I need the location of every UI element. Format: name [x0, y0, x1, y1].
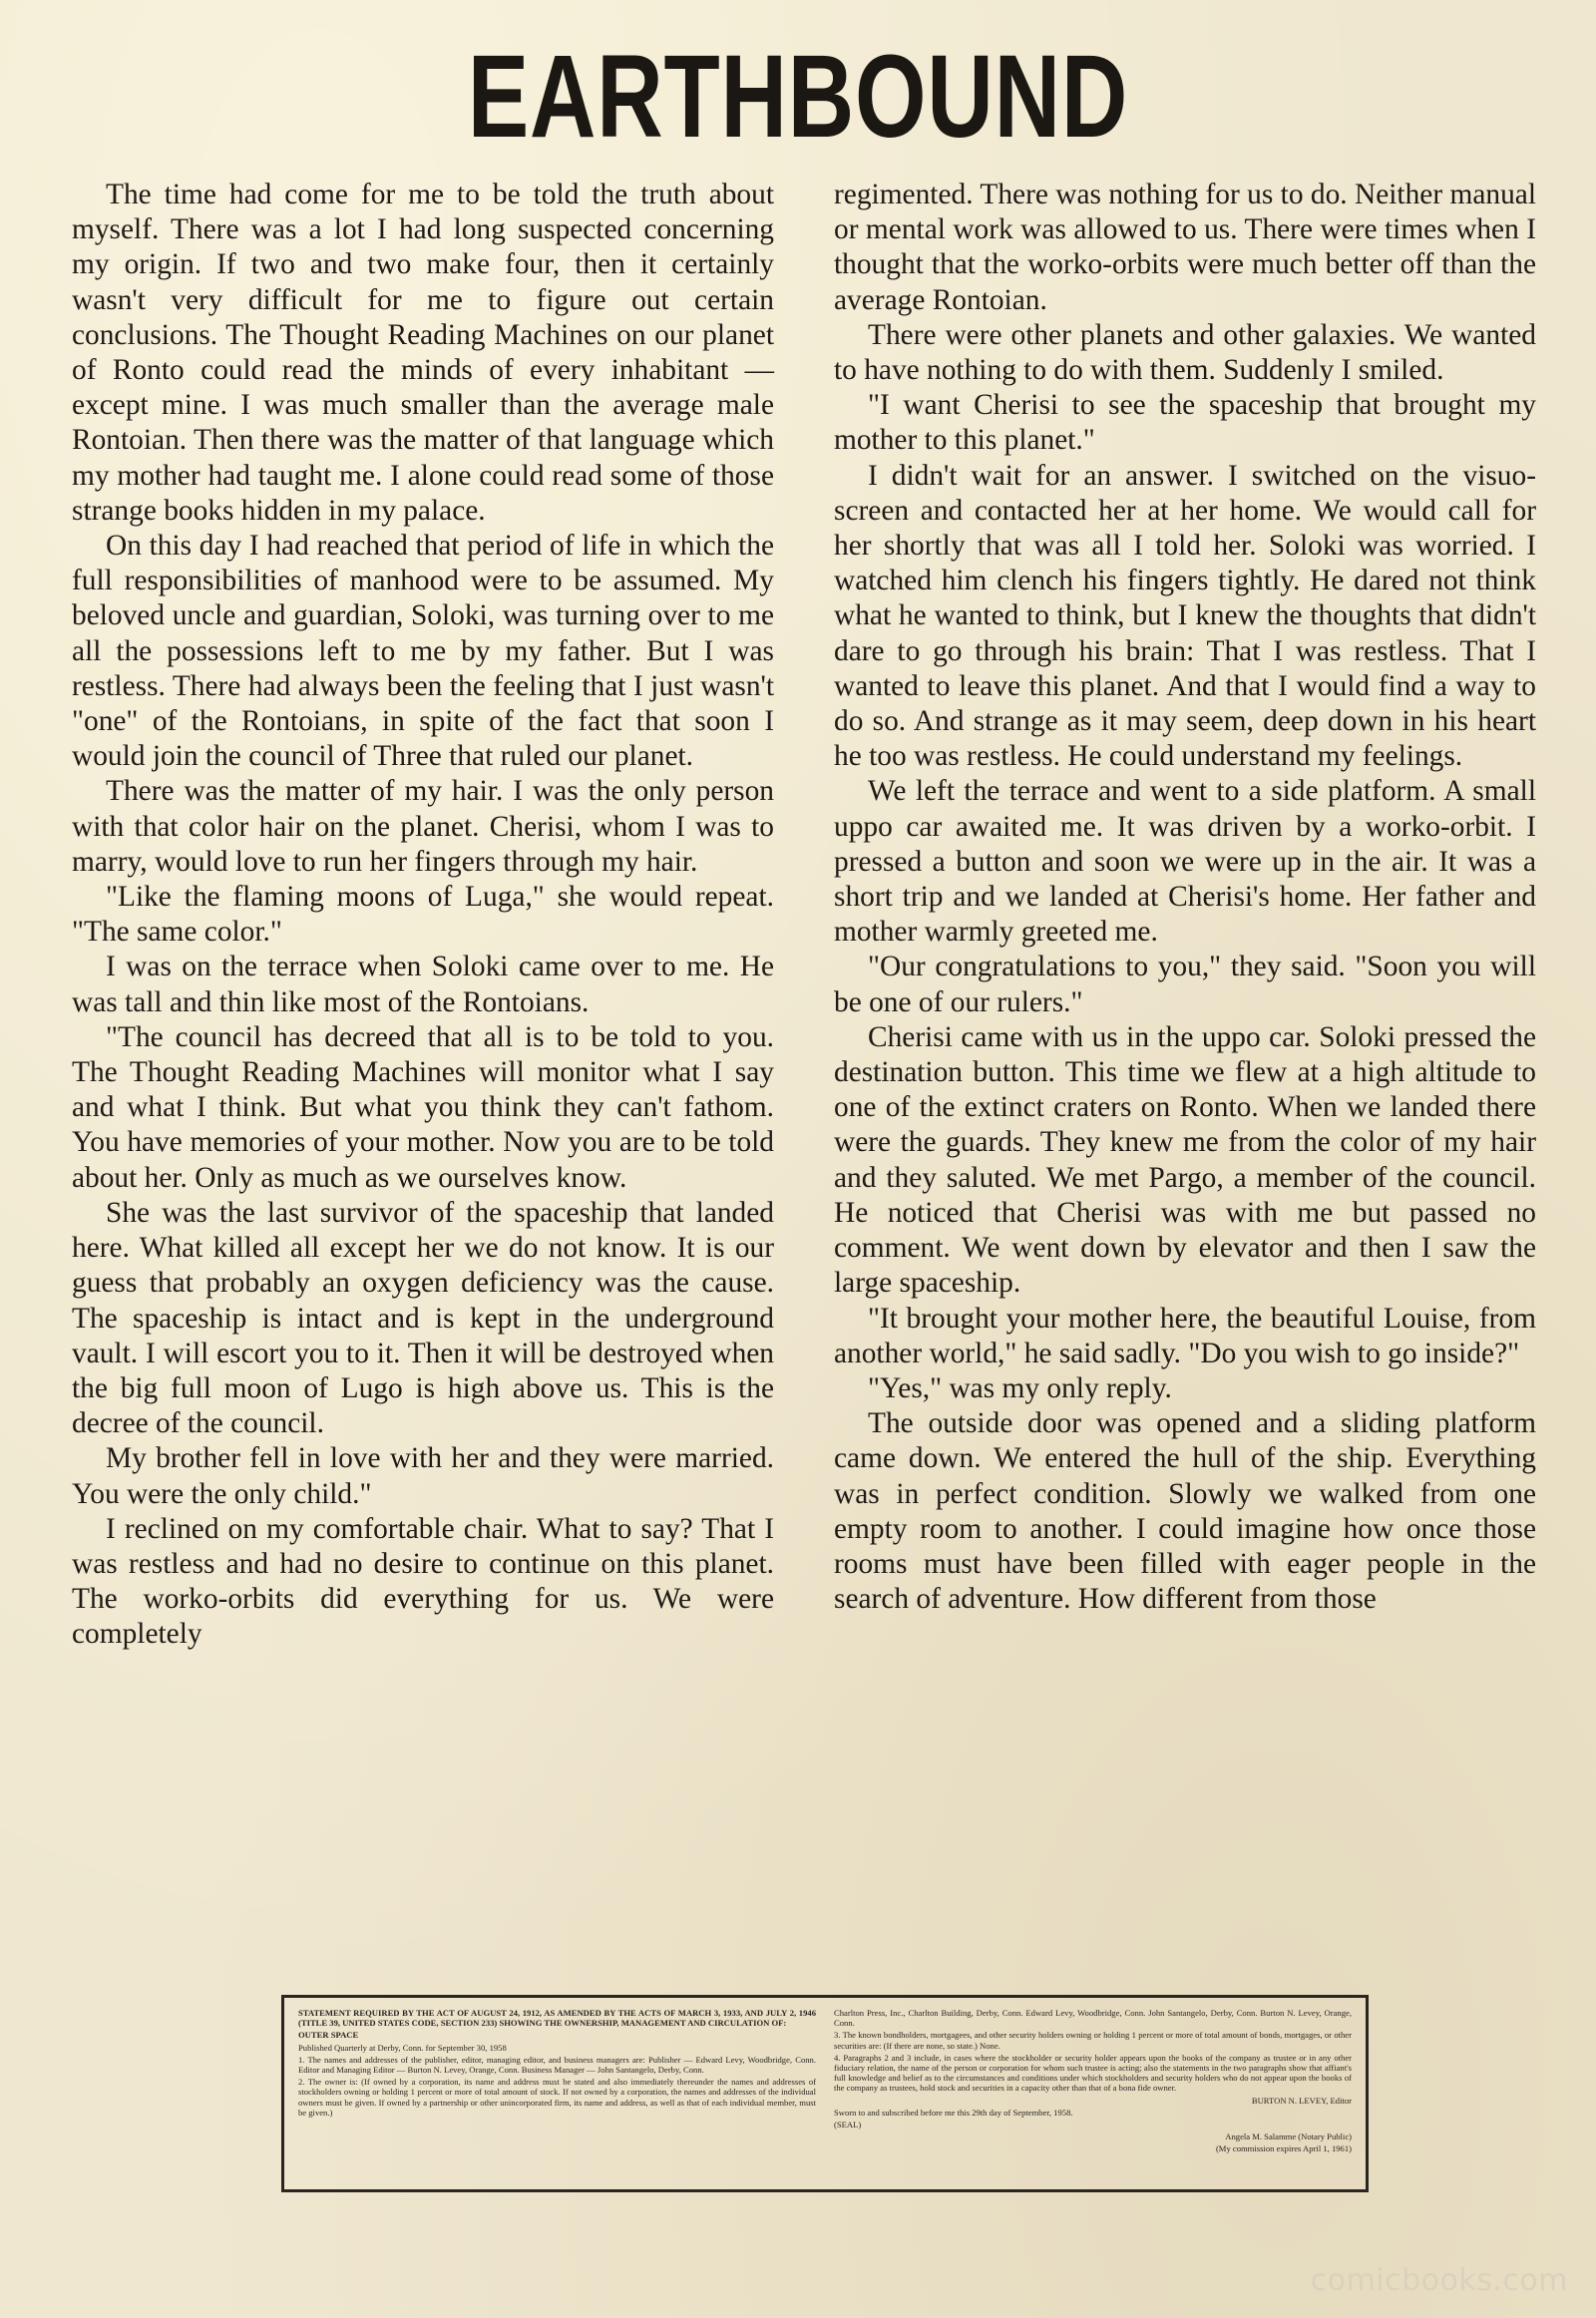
paragraph: On this day I had reached that period of life in which the full responsibilities of manhood were to be assumed. My beloved uncle and guardian, Soloki, was turning over to me all the possessions left to me by my father. But I was restless. There had always been the feeling that I just wasn't "one" of the Rontoians, in spite of the fact that soon I would join the council of Three that ruled our planet.: [72, 530, 774, 773]
paragraph: "Our congratulations to you," they said. "Soon you will be one of our rulers.": [834, 951, 1536, 1018]
right-column: [834, 178, 1536, 1617]
site-watermark: comicbooks.com: [1310, 2263, 1568, 2298]
paragraph: "Like the flaming moons of Luga," she would repeat. "The same color.": [72, 881, 774, 949]
paragraph: We left the terrace and went to a side platform. A small uppo car awaited me. It was driven by a worko-orbit. I pressed a button and soon we were up in the air. It was a short trip and we landed at Cherisi's home. Her father and mother warmly greeted me.: [834, 775, 1536, 949]
statement-commission: (My commission expires April 1, 1961): [1215, 2143, 1352, 2154]
paragraph: "The council has decreed that all is to be told to you. The Thought Reading Machines will monitor what I say and what I think. But what you think they can't fathom. You have memories of your mother. Now you are to be told about her. Only as much as we ourselves know.: [72, 1020, 774, 1194]
paragraph-continued: regimented. There was nothing for us to do. Neither manual or mental work was allowed to us. There were times when I thought that the worko-orbits were much better off than the average Rontoian.: [834, 179, 1536, 316]
statement-notary: Angela M. Salamme (Notary Public): [1225, 2131, 1352, 2142]
paragraph: There were other planets and other galaxies. We wanted to have nothing to do with them. Suddenly I smiled.: [834, 318, 1536, 387]
ownership-statement-box: [281, 1995, 1369, 2192]
paragraph: I was on the terrace when Soloki came over to me. He was tall and thin like most of the Rontoians.: [72, 951, 774, 1018]
paragraph: "It brought your mother here, the beautiful Louise, from another world," he said sadly. "Do you wish to go inside?": [834, 1302, 1536, 1369]
story-title: EARTHBOUND: [467, 31, 1129, 163]
statement-item: Charlton Press, Inc., Charlton Building, Derby, Conn. Edward Levy, Woodbridge, Conn. John Santangelo, Derby, Conn. Burton N. Levey, Orange, Conn.: [834, 2008, 1352, 2029]
statement-sworn: Sworn to and subscribed before me this 29th day of September, 1958.: [834, 2107, 1073, 2118]
statement-publication-info: Published Quarterly at Derby, Conn. for September 30, 1958: [298, 2042, 507, 2053]
statement-left-column: [298, 2008, 816, 2179]
paragraph: Cherisi came with us in the uppo car. Soloki pressed the destination button. This time we flew at a high altitude to one of the extinct craters on Ronto. When we landed there were the guards. They knew me from the color of my hair and they saluted. We met Pargo, a member of the council. He noticed that Cherisi was with me but passed no comment. We went down by elevator and then I saw the large spaceship.: [834, 1020, 1536, 1300]
paragraph: "I want Cherisi to see the spaceship that brought my mother to this planet.": [834, 389, 1536, 457]
statement-right-column: [834, 2008, 1352, 2179]
statement-seal: (SEAL): [834, 2120, 862, 2130]
paragraph: I reclined on my comfortable chair. What to say? That I was restless and had no desire to continue on this planet. The worko-orbits did everything for us. We were completely: [72, 1512, 774, 1651]
statement-item: 4. Paragraphs 2 and 3 include, in cases where the stockholder or security holder appears upon the books of the company as trustee or in any other fiduciary relation, the name of the person or corporation for whom such trustee is acting; also the statements in the two paragraphs show that affiant's full knowledge and belief as to the circumstances and conditions under which stockholders and security holders who do not appear upon the books of the company as trustees, hold stock and securities in a capacity other than that of a bona fide owner.: [834, 2052, 1352, 2094]
left-column: [72, 178, 774, 1653]
statement-heading: STATEMENT REQUIRED BY THE ACT OF AUGUST 24, 1912, AS AMENDED BY THE ACTS OF MARCH 3, 1933, AND JULY 2, 1946 (TITLE 39, UNITED STATES CODE, SECTION 233) SHOWING THE OWNERSHIP, MANAGEMENT AND CIRCULATION OF:: [298, 2008, 816, 2029]
paragraph: She was the last survivor of the spaceship that landed here. What killed all except her we do not know. It is our guess that probably an oxygen deficiency was the cause. The spaceship is intact and is kept in the underground vault. I will escort you to it. Then it will be destroyed when the big full moon of Lugo is high above us. This is the decree of the council.: [72, 1196, 774, 1440]
statement-item: 2. The owner is: (If owned by a corporation, its name and address must be stated and also immediately thereunder the names and addresses of stockholders owning or holding 1 percent or more of total amount of stock. If not owned by a corporation, the names and addresses of the individual owners must be given. If owned by a partnership or other unincorporated firm, its name and address, as well as that of each individual member, must be given.): [298, 2077, 816, 2118]
paragraph: The time had come for me to be told the truth about myself. There was a lot I had long suspected concerning my origin. If two and two make four, then it certainly wasn't very difficult for me to figure out certain conclusions. The Thought Reading Machines on our planet of Ronto could read the minds of every inhabitant — except mine. I was much smaller than the average male Rontoian. Then there was the matter of that language which my mother had taught me. I alone could read some of those strange books hidden in my palace.: [72, 179, 774, 527]
paragraph: "Yes," was my only reply.: [868, 1371, 1172, 1404]
paragraph: My brother fell in love with her and they were married. You were the only child.": [72, 1442, 774, 1510]
statement-signature: BURTON N. LEVEY, Editor: [1251, 2095, 1352, 2106]
paragraph: There was the matter of my hair. I was the only person with that color hair on the planet. Cherisi, whom I was to marry, would love to run her fingers through my hair.: [72, 775, 774, 878]
paragraph: The outside door was opened and a sliding platform came down. We entered the hull of the ship. Everything was in perfect condition. Slowly we walked from one empty room to another. I could imagine how once those rooms must have been filled with eager people in the search of adventure. How different from those: [834, 1407, 1536, 1616]
statement-publication: OUTER SPACE: [298, 2030, 359, 2041]
statement-item: 1. The names and addresses of the publisher, editor, managing editor, and business managers are: Publisher — Edward Levy, Woodbridge, Conn. Editor and Managing Editor — Burton N. Levey, Orange, Conn. Business Manager — John Santangelo, Derby, Conn.: [298, 2054, 816, 2076]
statement-item: 3. The known bondholders, mortgagees, and other security holders owning or holding 1 percent or more of total amount of bonds, mortgages, or other securities are: (If there are none, so state.) None.: [834, 2030, 1352, 2051]
paragraph: I didn't wait for an answer. I switched on the visuo-screen and contacted her at her home. We would call for her shortly that was all I told her. Soloki was worried. I watched him clench his fingers tightly. He dared not think what he wanted to think, but I knew the thoughts that didn't dare to go through his brain: That I was restless. That I wanted to leave this planet. And that I would find a way to do so. And strange as it may seem, deep down in his heart he too was restless. He could understand my feelings.: [834, 459, 1536, 773]
